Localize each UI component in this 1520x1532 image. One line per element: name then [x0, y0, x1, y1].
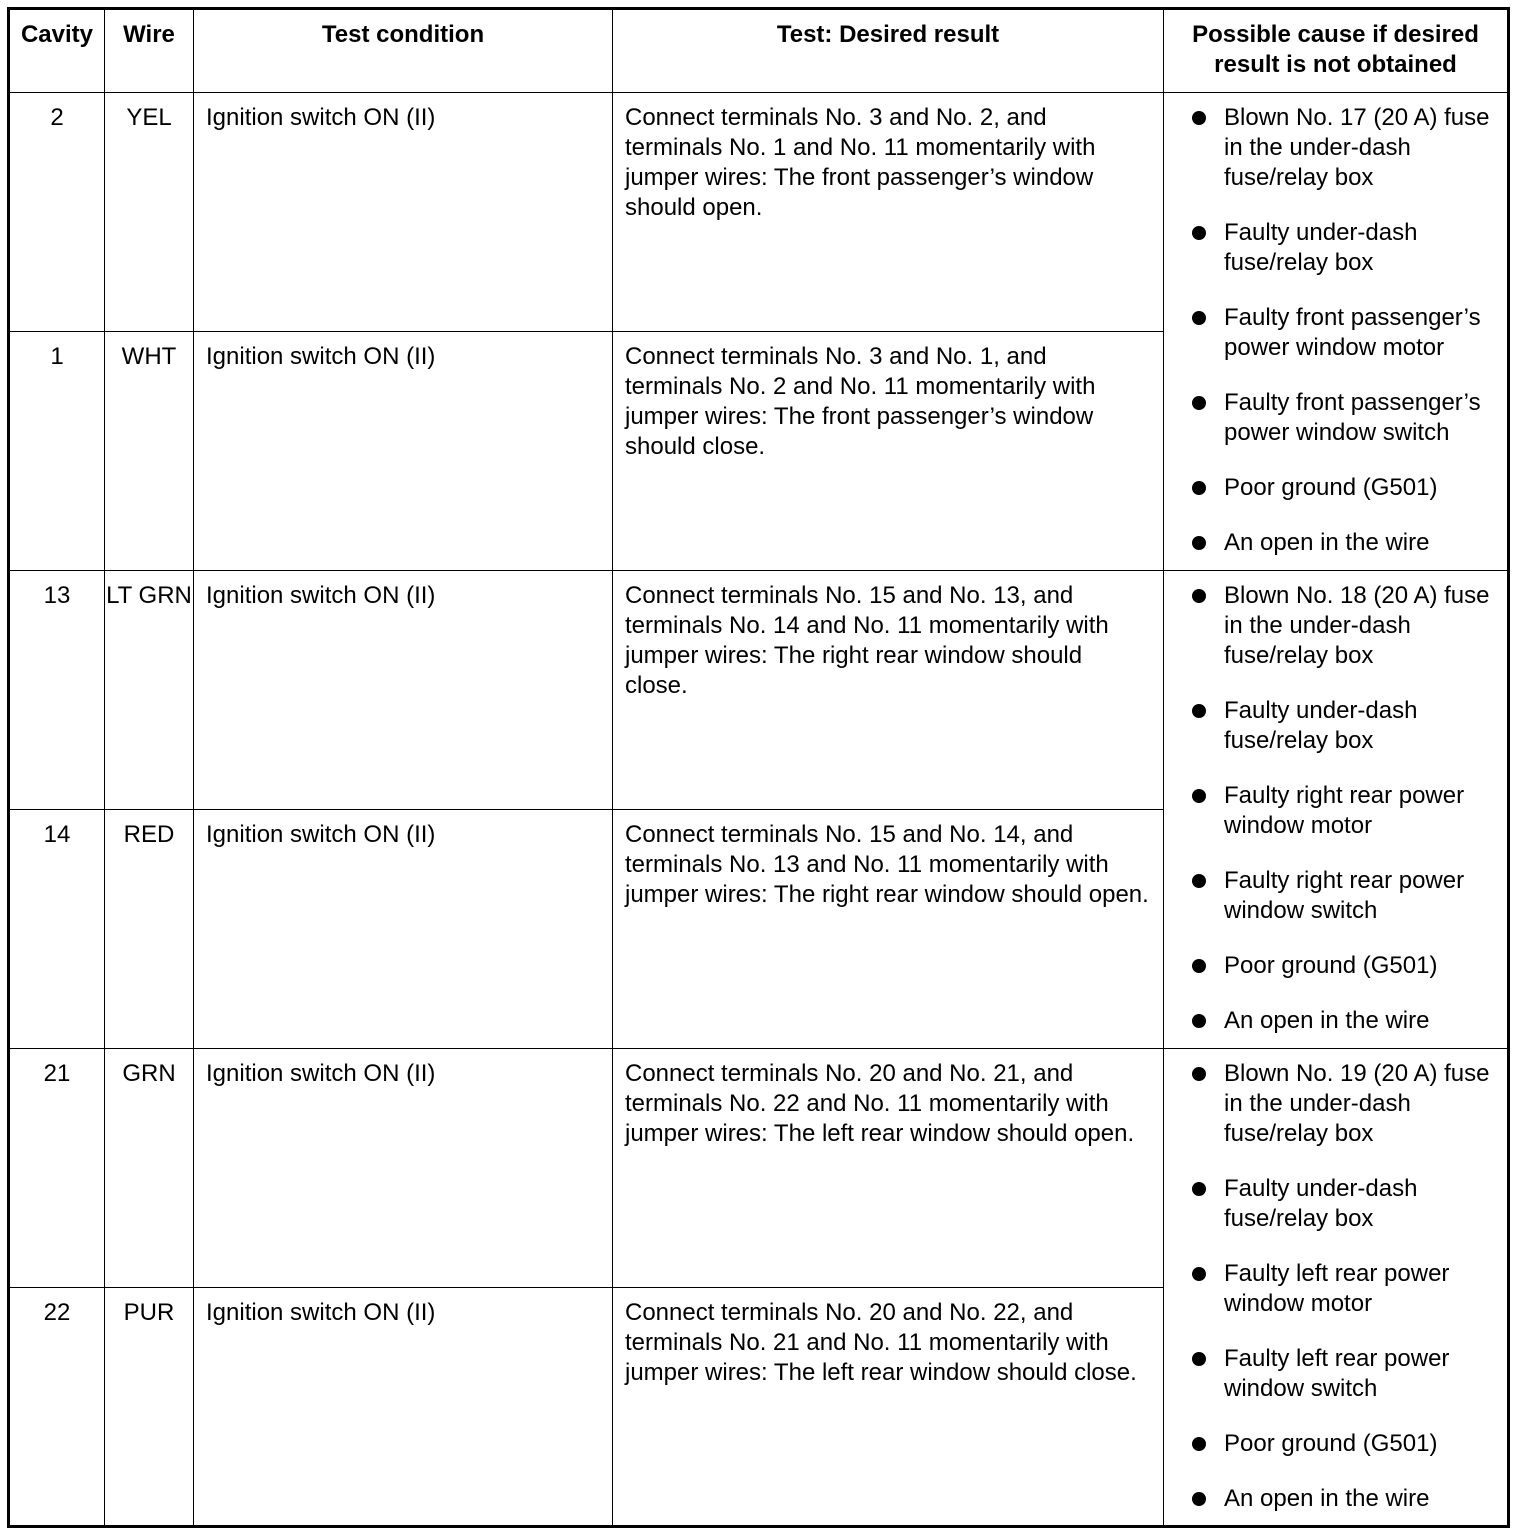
- troubleshooting-table: [7, 7, 1510, 1528]
- cause-item: Faulty left rear power window switch: [1164, 1344, 1507, 1404]
- wire-cell: LT GRN: [105, 571, 194, 810]
- wire-cell: PUR: [105, 1288, 194, 1527]
- cause-item: Faulty right rear power window motor: [1164, 781, 1507, 841]
- cause-cell: [1164, 571, 1509, 1049]
- cause-cell: [1164, 1049, 1509, 1527]
- cause-item: Faulty front passenger’s power window switch: [1164, 388, 1507, 448]
- bullet-icon: [1192, 1267, 1206, 1281]
- cause-list: [1164, 1059, 1507, 1514]
- cause-item: Faulty under-dash fuse/relay box: [1164, 218, 1507, 278]
- cause-item: Faulty front passenger’s power window motor: [1164, 303, 1507, 363]
- bullet-icon: [1192, 396, 1206, 410]
- header-row: [9, 9, 1509, 93]
- cause-item: Blown No. 19 (20 A) fuse in the under-dash fuse/relay box: [1164, 1059, 1507, 1149]
- cause-item: Faulty left rear power window motor: [1164, 1259, 1507, 1319]
- bullet-icon: [1192, 1352, 1206, 1366]
- condition-cell: Ignition switch ON (II): [194, 1049, 613, 1288]
- bullet-icon: [1192, 1067, 1206, 1081]
- cause-item: Blown No. 17 (20 A) fuse in the under-dash fuse/relay box: [1164, 103, 1507, 193]
- wire-cell: YEL: [105, 93, 194, 332]
- bullet-icon: [1192, 589, 1206, 603]
- bullet-icon: [1192, 481, 1206, 495]
- bullet-icon: [1192, 1492, 1206, 1506]
- cavity-cell: 22: [9, 1288, 105, 1527]
- cause-item: Poor ground (G501): [1164, 1429, 1507, 1459]
- result-cell: Connect terminals No. 20 and No. 22, and terminals No. 21 and No. 11 momentarily with jumper wires: The left rear window should close.: [613, 1288, 1164, 1527]
- cause-cell: [1164, 93, 1509, 571]
- cavity-cell: 2: [9, 93, 105, 332]
- cavity-cell: 14: [9, 810, 105, 1049]
- condition-cell: Ignition switch ON (II): [194, 332, 613, 571]
- header-cavity: Cavity: [9, 9, 105, 93]
- bullet-icon: [1192, 1014, 1206, 1028]
- result-cell: Connect terminals No. 15 and No. 13, and terminals No. 14 and No. 11 momentarily with jumper wires: The right rear window should close.: [613, 571, 1164, 810]
- bullet-icon: [1192, 1437, 1206, 1451]
- table-row: [9, 93, 1509, 332]
- header-wire: Wire: [105, 9, 194, 93]
- header-test-condition: Test condition: [194, 9, 613, 93]
- cavity-cell: 13: [9, 571, 105, 810]
- bullet-icon: [1192, 311, 1206, 325]
- header-possible-cause: Possible cause if desired result is not obtained: [1164, 9, 1509, 93]
- result-cell: Connect terminals No. 15 and No. 14, and terminals No. 13 and No. 11 momentarily with jumper wires: The right rear window should open.: [613, 810, 1164, 1049]
- condition-cell: Ignition switch ON (II): [194, 810, 613, 1049]
- condition-cell: Ignition switch ON (II): [194, 93, 613, 332]
- cause-item: Faulty right rear power window switch: [1164, 866, 1507, 926]
- bullet-icon: [1192, 226, 1206, 240]
- bullet-icon: [1192, 704, 1206, 718]
- wire-cell: WHT: [105, 332, 194, 571]
- wire-cell: RED: [105, 810, 194, 1049]
- cause-item: Blown No. 18 (20 A) fuse in the under-dash fuse/relay box: [1164, 581, 1507, 671]
- cause-item: Poor ground (G501): [1164, 951, 1507, 981]
- result-cell: Connect terminals No. 3 and No. 2, and terminals No. 1 and No. 11 momentarily with jumper wires: The front passenger’s window should open.: [613, 93, 1164, 332]
- cavity-cell: 21: [9, 1049, 105, 1288]
- table-row: [9, 1049, 1509, 1288]
- bullet-icon: [1192, 789, 1206, 803]
- result-cell: Connect terminals No. 3 and No. 1, and terminals No. 2 and No. 11 momentarily with jumper wires: The front passenger’s window should close.: [613, 332, 1164, 571]
- cause-item: An open in the wire: [1164, 528, 1507, 558]
- condition-cell: Ignition switch ON (II): [194, 1288, 613, 1527]
- cause-item: Faulty under-dash fuse/relay box: [1164, 1174, 1507, 1234]
- cause-item: An open in the wire: [1164, 1484, 1507, 1514]
- bullet-icon: [1192, 874, 1206, 888]
- cause-item: Poor ground (G501): [1164, 473, 1507, 503]
- bullet-icon: [1192, 959, 1206, 973]
- table-row: [9, 571, 1509, 810]
- header-desired-result: Test: Desired result: [613, 9, 1164, 93]
- result-cell: Connect terminals No. 20 and No. 21, and terminals No. 22 and No. 11 momentarily with jumper wires: The left rear window should open.: [613, 1049, 1164, 1288]
- condition-cell: Ignition switch ON (II): [194, 571, 613, 810]
- cause-list: [1164, 103, 1507, 558]
- cause-item: An open in the wire: [1164, 1006, 1507, 1036]
- bullet-icon: [1192, 111, 1206, 125]
- wire-cell: GRN: [105, 1049, 194, 1288]
- cause-list: [1164, 581, 1507, 1036]
- cause-item: Faulty under-dash fuse/relay box: [1164, 696, 1507, 756]
- bullet-icon: [1192, 536, 1206, 550]
- bullet-icon: [1192, 1182, 1206, 1196]
- cavity-cell: 1: [9, 332, 105, 571]
